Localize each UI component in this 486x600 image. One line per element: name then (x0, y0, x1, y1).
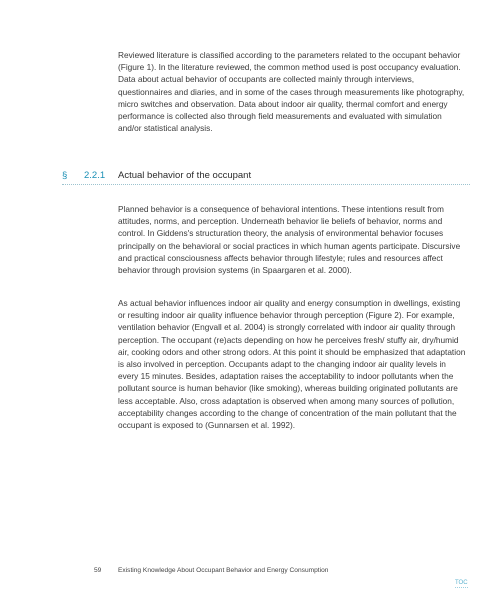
body-paragraph: Planned behavior is a consequence of behavioral intentions. These intentions result from attitudes, norms, and perception. Underneath behavior lie beliefs of behavior, norms and control. In Giddens's structuration theory, the analysis of environmental behavior focuses principally on the behavioral or social practices in which human agents participate. Discursive and practical consciousness affects behavior through lifestyle; rules and resources affect behavior through provision systems (in Spaargaren et al. 2000). (118, 204, 461, 276)
section-number: 2.2.1 (84, 170, 106, 181)
page-number: 59 (94, 567, 102, 574)
body-paragraph: As actual behavior influences indoor air quality and energy consumption in dwellings, existing or resulting indoor air quality influence behavior through perception (Figure 2). For example, ventilation behavior (Engvall et al. 2004) is strongly correlated with indoor air quality through perception. The occupant (re)acts depending on how he perceives fresh/ stuffy air, dry/humid air, cooking odors and other strong odors. At this point it should be emphasized that adaptation is also involved in perception. Occupants adapt to the changing indoor air quality levels in every 15 minutes. Besides, adaptation raises the acceptability to indoor pollutants when the pollutant source is human behavior (like smoking), whereas building originated pollutants are less acceptable. Also, cross adaptation is observed when among many sources of pollution, acceptability changes according to the change of concentration of the main pollutant that the occupant is exposed to (Gunnarsen et al. 1992). (118, 298, 466, 431)
toc-link[interactable]: TOC (455, 580, 468, 586)
body-paragraph: Reviewed literature is classified according to the parameters related to the occupant behavior (Figure 1). In the literature reviewed, the common method used is post occupancy evaluation. Data about actual behavior of occupants are collected mainly through interviews, questionnaires and diaries, and in some of the cases through measurements like photography, micro switches and observation. Data about indoor air quality, thermal comfort and energy performance is collected also through field measurements and evaluated with simulation and/or statistical analysis. (118, 50, 465, 134)
page-footer (0, 567, 486, 581)
section-title: Actual behavior of the occupant (118, 170, 252, 181)
section-symbol: § (62, 170, 68, 181)
section-heading (62, 168, 470, 185)
running-title: Existing Knowledge About Occupant Behavior and Energy Consumption (118, 567, 329, 574)
